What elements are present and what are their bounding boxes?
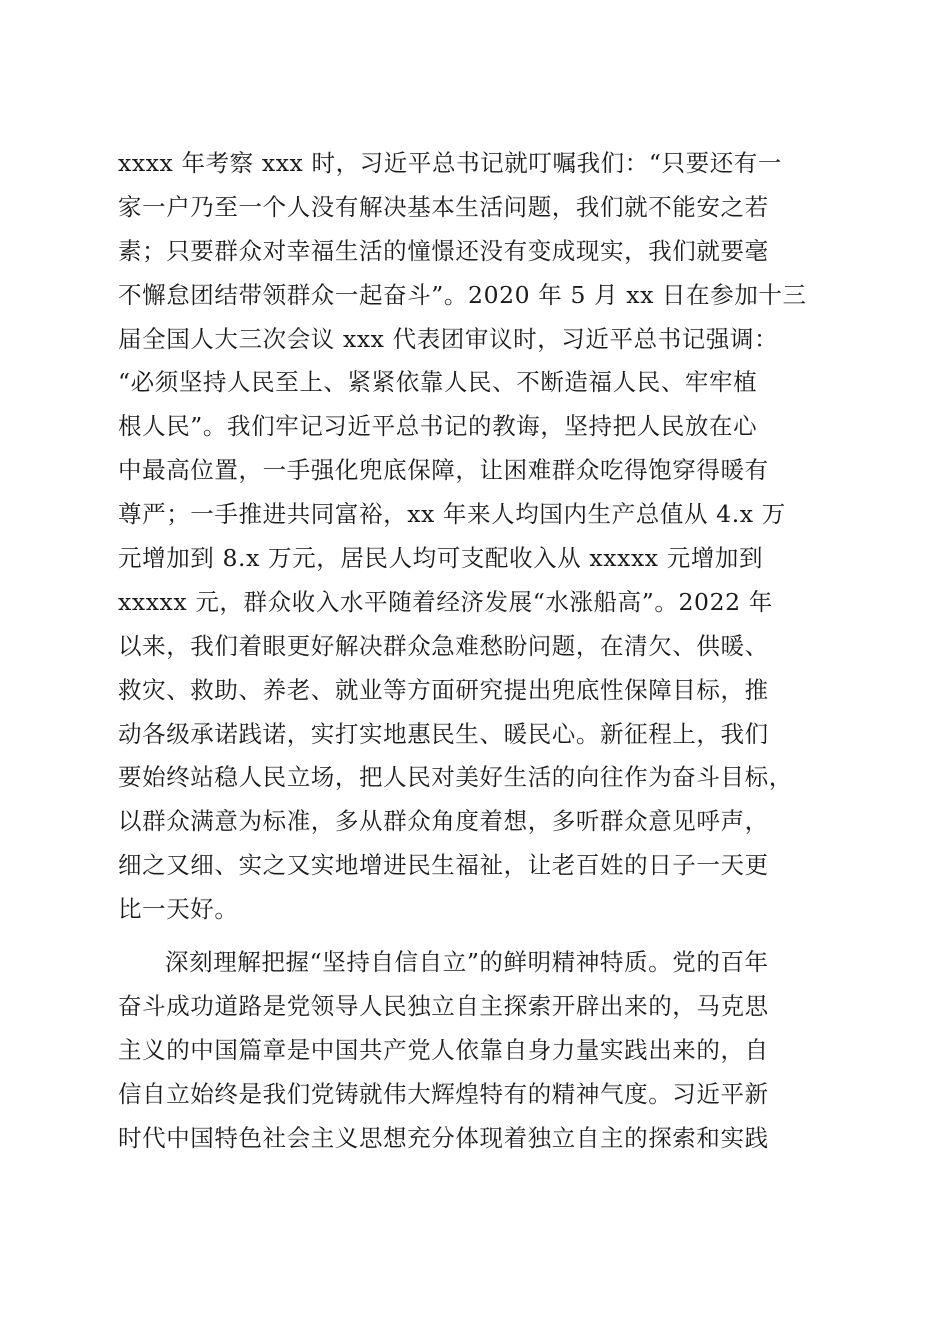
text-line: 根人民”。我们牢记习近平总书记的教诲，坚持把人民放在心 xyxy=(118,412,758,441)
text-line: 主义的中国篇章是中国共产党人依靠自身力量实践出来的，自 xyxy=(118,1035,769,1064)
text-line: 尊严；一手推进共同富裕，xx 年来人均国内生产总值从 4.x 万 xyxy=(118,500,786,529)
text-line: 不懈怠团结带领群众一起奋斗”。2020 年 5 月 xx 日在参加十三 xyxy=(118,280,807,309)
text-line: 中最高位置，一手强化兜底保障，让困难群众吃得饱穿得暖有 xyxy=(118,456,769,485)
text-line: 细之又细、实之又实地增进民生福祉，让老百姓的日子一天更 xyxy=(118,851,769,880)
text-line: 奋斗成功道路是党领导人民独立自主探索开辟出来的，马克思 xyxy=(118,991,769,1020)
text-line: 素；只要群众对幸福生活的憧憬还没有变成现实，我们就要毫 xyxy=(118,236,769,265)
text-line: “必须坚持人民至上、紧紧依靠人民、不断造福人民、牢牢植 xyxy=(118,368,758,397)
text-line: xxxx 年考察 xxx 时，习近平总书记就叮嘱我们：“只要还有一 xyxy=(118,149,782,177)
text-line: 以群众满意为标准，多从群众角度着想，多听群众意见呼声， xyxy=(118,807,769,836)
text-line: 信自立始终是我们党铸就伟大辉煌特有的精神气度。习近平新 xyxy=(118,1079,769,1108)
text-line: 元增加到 8.x 万元，居民人均可支配收入从 xxxxx 元增加到 xyxy=(118,544,764,573)
paragraph-1 xyxy=(118,142,838,932)
text-line: 要始终站稳人民立场，把人民对美好生活的向往作为奋斗目标， xyxy=(118,763,793,792)
text-line: xxxxx 元，群众收入水平随着经济发展“水涨船高”。2022 年 xyxy=(118,587,773,616)
text-line: 时代中国特色社会主义思想充分体现着独立自主的探索和实践 xyxy=(118,1123,769,1152)
text-line: 以来，我们着眼更好解决群众急难愁盼问题，在清欠、供暖、 xyxy=(118,631,769,660)
text-line: 动各级承诺践诺，实打实地惠民生、暖民心。新征程上，我们 xyxy=(118,719,769,748)
text-line: 救灾、救助、养老、就业等方面研究提出兜底性保障目标，推 xyxy=(118,675,769,704)
paragraph-2 xyxy=(118,941,838,1160)
text-line: 深刻理解把握“坚持自信自立”的鲜明精神特质。党的百年 xyxy=(165,948,769,976)
text-line: 届全国人大三次会议 xxx 代表团审议时，习近平总书记强调： xyxy=(118,324,779,353)
text-line: 比一天好。 xyxy=(118,895,239,924)
text-line: 家一户乃至一个人没有解决基本生活问题，我们就不能安之若 xyxy=(118,192,769,221)
